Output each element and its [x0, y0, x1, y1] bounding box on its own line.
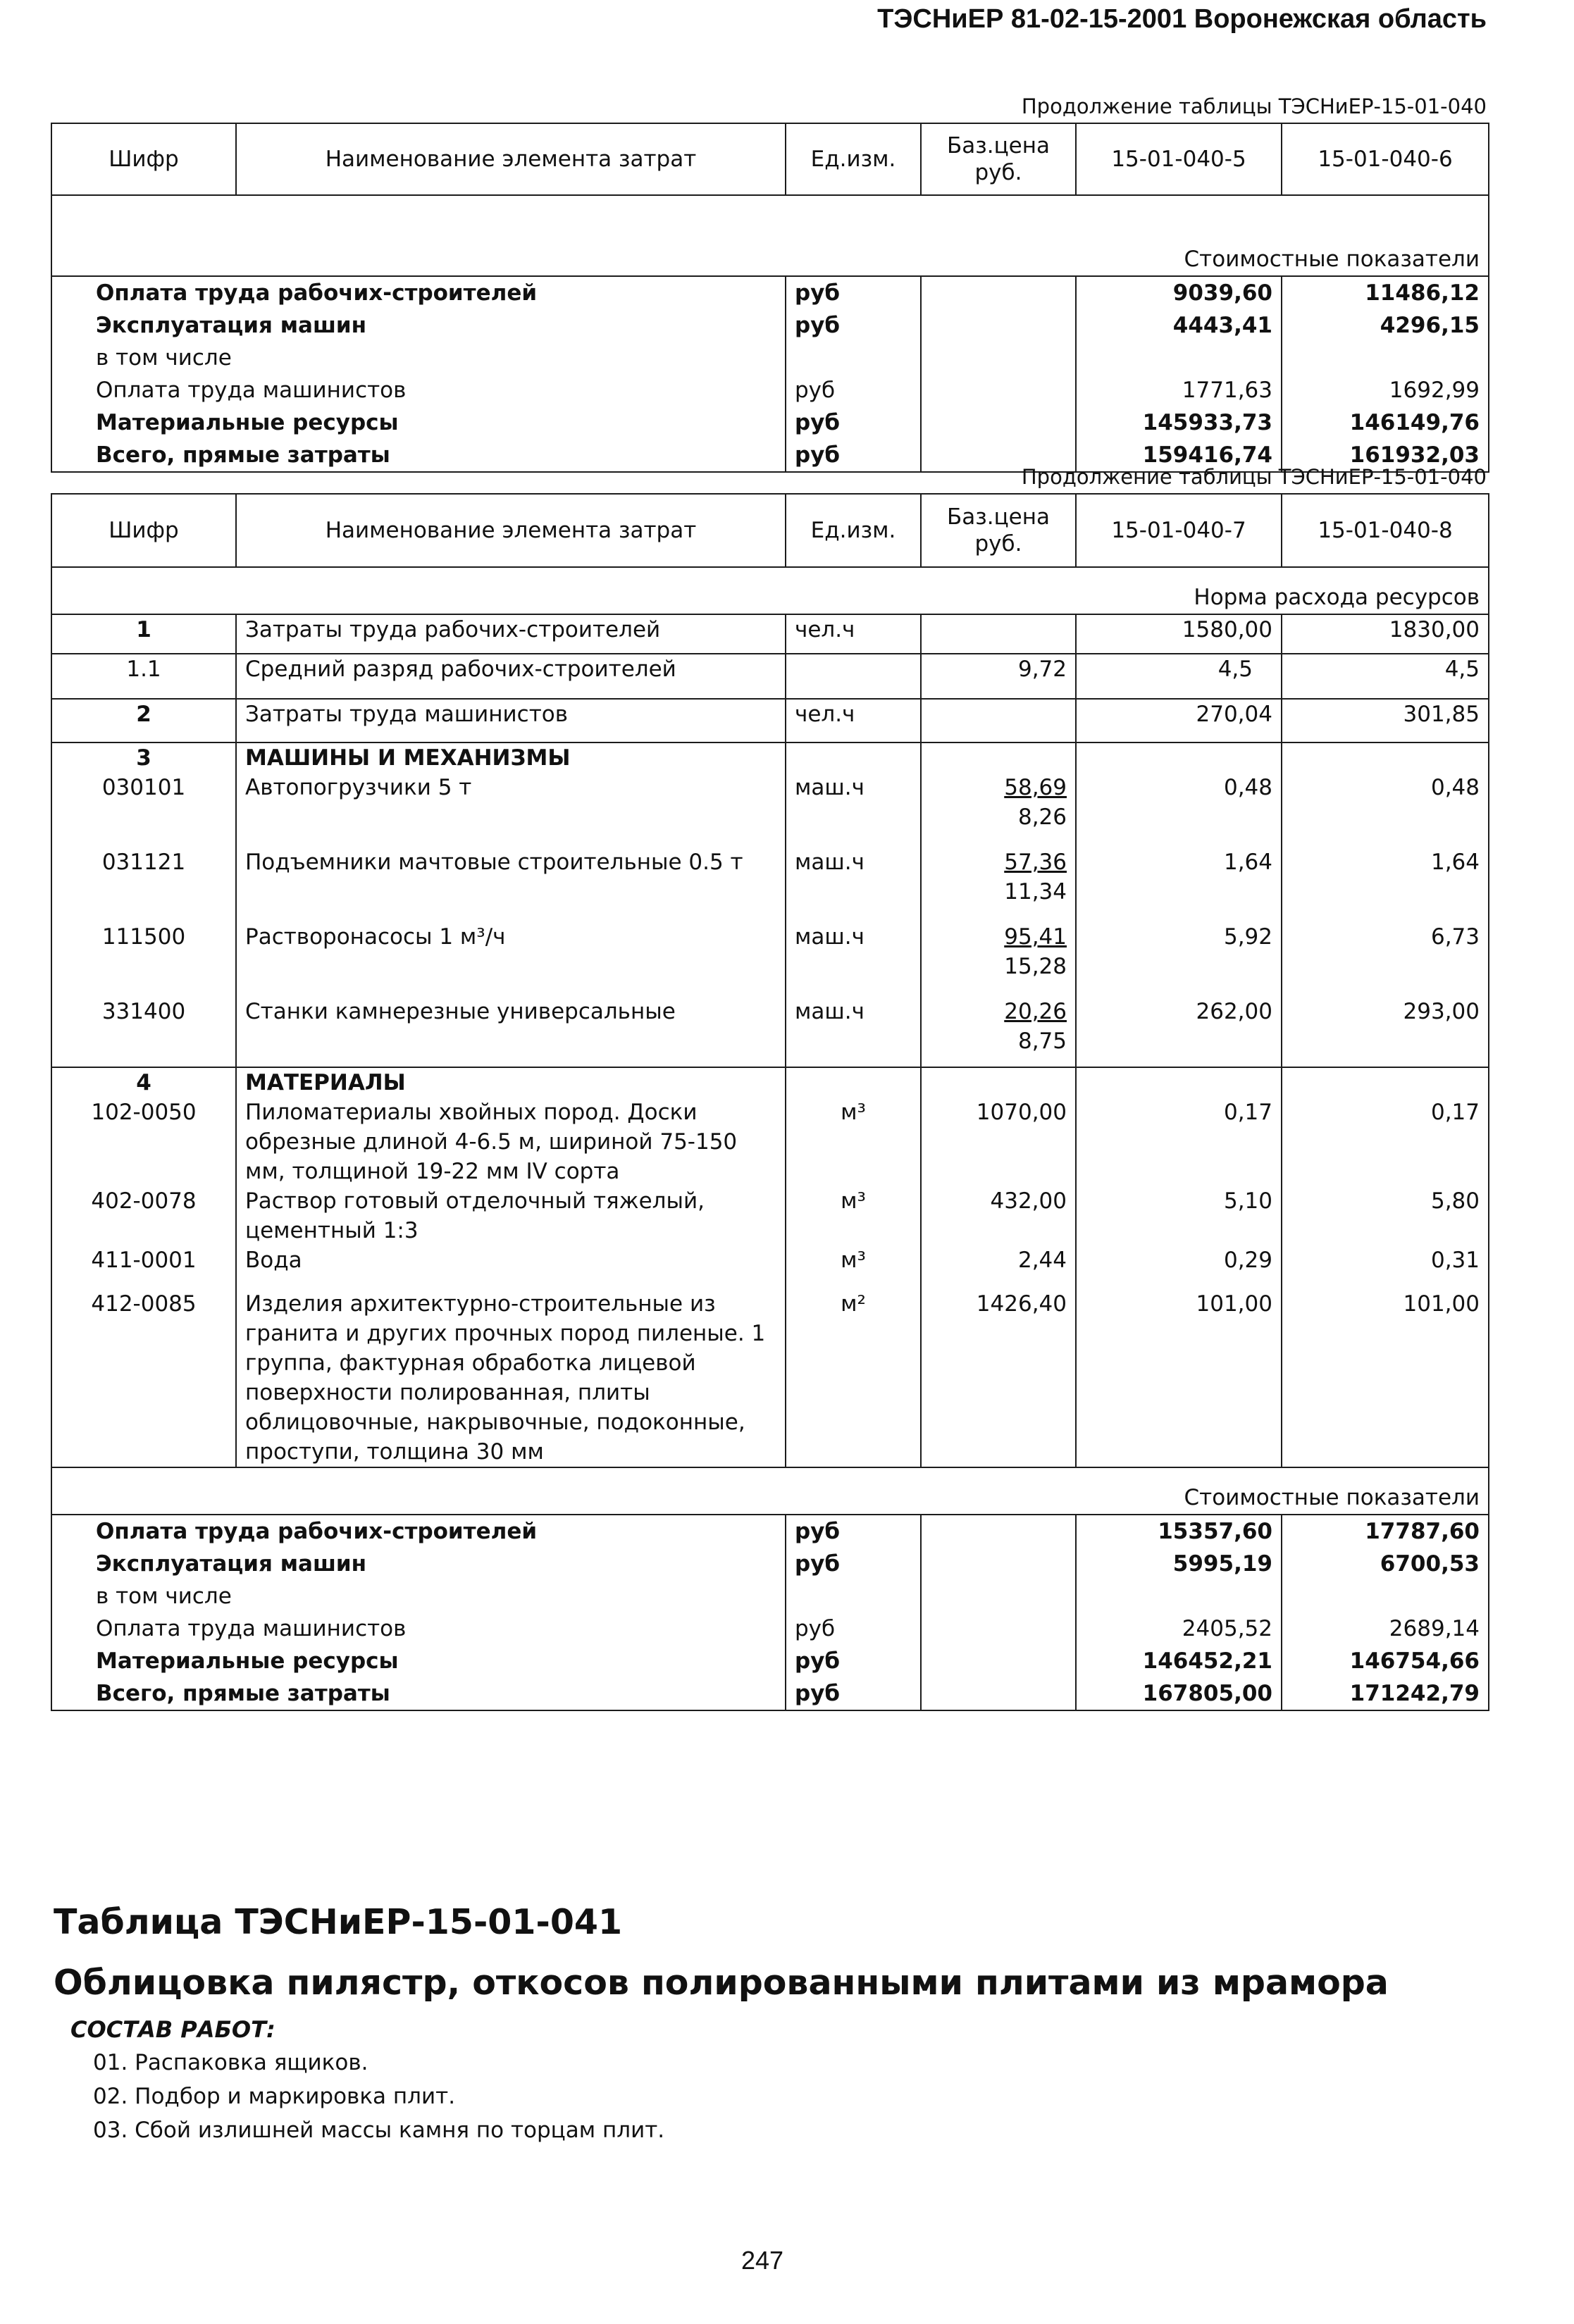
row-name: Пиломатериалы хвойных пород. Доски обрезные длиной 4-6.5 м, шириной 75-150 мм, толщиной 19-22 мм IV сорта: [236, 1098, 786, 1186]
work-item: 01. Распаковка ящиков.: [93, 2050, 368, 2075]
col-price-header: Баз.цена руб.: [921, 123, 1076, 195]
row-unit: маш.ч: [786, 922, 921, 997]
row-value-b: 0,31: [1282, 1245, 1489, 1289]
row-name: в том числе: [51, 342, 786, 374]
group-code: 3: [51, 742, 236, 773]
row-value-a: 5,10: [1076, 1186, 1282, 1245]
row-value-a: 4,5: [1076, 654, 1282, 699]
col-unit-header: Ед.изм.: [786, 494, 921, 567]
row-code: 1: [51, 614, 236, 654]
row-value-a: 101,00: [1076, 1289, 1282, 1467]
row-value-a: 270,04: [1076, 699, 1282, 742]
row-price: [921, 847, 1076, 922]
row-unit: руб: [786, 1548, 921, 1580]
row-code: 2: [51, 699, 236, 742]
row-value-b: 0,48: [1282, 773, 1489, 847]
row-value-b: 17787,60: [1282, 1515, 1489, 1548]
row-value-b: 171242,79: [1282, 1677, 1489, 1710]
col-a-header: 15-01-040-5: [1076, 123, 1282, 195]
row-price: 9,72: [921, 654, 1076, 699]
row-value-b: 1,64: [1282, 847, 1489, 922]
row-name: Подъемники мачтовые строительные 0.5 т: [236, 847, 786, 922]
section-subtitle: Облицовка пилястр, откосов полированными плитами из мрамора: [54, 1963, 1389, 2003]
row-price: [921, 922, 1076, 997]
row-price-main: 58,69: [1004, 775, 1067, 800]
col-b-header: 15-01-040-8: [1282, 494, 1489, 567]
row-unit: руб: [786, 439, 921, 472]
page-number: 247: [741, 2246, 784, 2275]
row-value-b: 11486,12: [1282, 276, 1489, 309]
row-value-b: 293,00: [1282, 997, 1489, 1067]
table-row: [51, 374, 1489, 406]
row-unit: руб: [786, 1677, 921, 1710]
row-price: 1426,40: [921, 1289, 1076, 1467]
table-row: [51, 1548, 1489, 1580]
row-unit: руб: [786, 1515, 921, 1548]
row-code: 331400: [51, 997, 236, 1067]
group-title: МАШИНЫ И МЕХАНИЗМЫ: [236, 742, 786, 773]
table-row: [51, 699, 1489, 742]
row-value-a: 262,00: [1076, 997, 1282, 1067]
row-name: Эксплуатация машин: [51, 1548, 786, 1580]
col-name-header: Наименование элемента затрат: [236, 494, 786, 567]
row-value-a: 1771,63: [1076, 374, 1282, 406]
row-code: 031121: [51, 847, 236, 922]
table-row: [51, 276, 1489, 309]
row-unit: м³: [786, 1245, 921, 1289]
row-unit: м³: [786, 1098, 921, 1186]
work-item: 03. Сбой излишней массы камня по торцам плит.: [93, 2118, 665, 2143]
row-name: Оплата труда рабочих-строителей: [51, 276, 786, 309]
row-value-a: 1,64: [1076, 847, 1282, 922]
row-price-labor: 8,26: [1017, 804, 1067, 830]
row-name: Всего, прямые затраты: [51, 439, 786, 472]
table-row: [51, 1612, 1489, 1645]
row-value-a: 9039,60: [1076, 276, 1282, 309]
table-row: [51, 1245, 1489, 1289]
table-row: [51, 614, 1489, 654]
table-row: [51, 1289, 1489, 1467]
group-header-machines: [51, 742, 1489, 773]
row-value-b: 1830,00: [1282, 614, 1489, 654]
row-name: Вода: [236, 1245, 786, 1289]
row-name: Автопогрузчики 5 т: [236, 773, 786, 847]
table2-header-row: [51, 494, 1489, 567]
row-value-b: 5,80: [1282, 1186, 1489, 1245]
group-code: 4: [51, 1067, 236, 1098]
row-code: 411-0001: [51, 1245, 236, 1289]
row-unit: руб: [786, 309, 921, 342]
table1-caption: Продолжение таблицы ТЭСНиЕР-15-01-040: [1021, 94, 1487, 118]
table-row: [51, 1645, 1489, 1677]
row-value-a: 1580,00: [1076, 614, 1282, 654]
table2-norm-label: Норма расхода ресурсов: [51, 581, 1489, 614]
row-unit: руб: [786, 406, 921, 439]
row-unit: чел.ч: [786, 614, 921, 654]
table-row: [51, 773, 1489, 847]
row-price-labor: 11,34: [1004, 879, 1067, 905]
row-price-labor: 15,28: [1004, 954, 1067, 979]
row-value-b: 2689,14: [1282, 1612, 1489, 1645]
group-title: МАТЕРИАЛЫ: [236, 1067, 786, 1098]
row-unit: м²: [786, 1289, 921, 1467]
row-value-b: 146149,76: [1282, 406, 1489, 439]
row-unit: руб: [786, 1612, 921, 1645]
row-name: Станки камнерезные универсальные: [236, 997, 786, 1067]
table2-cost-label: Стоимостные показатели: [51, 1481, 1489, 1515]
row-unit: маш.ч: [786, 997, 921, 1067]
row-value-a: 4443,41: [1076, 309, 1282, 342]
row-value-a: 15357,60: [1076, 1515, 1282, 1548]
table2-caption: Продолжение таблицы ТЭСНиЕР-15-01-040: [1021, 465, 1487, 489]
row-name: Оплата труда рабочих-строителей: [51, 1515, 786, 1548]
row-value-a: 0,48: [1076, 773, 1282, 847]
table-row: [51, 1515, 1489, 1548]
table1-section-label: Стоимостные показатели: [51, 243, 1489, 276]
col-name-header: Наименование элемента затрат: [236, 123, 786, 195]
row-value-a: 0,29: [1076, 1245, 1282, 1289]
row-price-main: 57,36: [1004, 850, 1067, 875]
row-name: Затраты труда рабочих-строителей: [236, 614, 786, 654]
row-name: Оплата труда машинистов: [51, 1612, 786, 1645]
row-value-b: 4,5: [1282, 654, 1489, 699]
row-code: 030101: [51, 773, 236, 847]
row-name: Раствор готовый отделочный тяжелый, цементный 1:3: [236, 1186, 786, 1245]
table-row: [51, 922, 1489, 997]
sostav-label: СОСТАВ РАБОТ:: [70, 2016, 275, 2043]
table2: [51, 493, 1489, 1711]
row-value-b: 6700,53: [1282, 1548, 1489, 1580]
running-header: ТЭСНиЕР 81-02-15-2001 Воронежская область: [877, 4, 1487, 34]
row-value-a: 145933,73: [1076, 406, 1282, 439]
row-value-a: 159416,74: [1076, 439, 1282, 472]
row-unit: чел.ч: [786, 699, 921, 742]
row-value-a: 0,17: [1076, 1098, 1282, 1186]
row-code: 102-0050: [51, 1098, 236, 1186]
col-price-header: Баз.цена руб.: [921, 494, 1076, 567]
row-code: 111500: [51, 922, 236, 997]
col-unit-header: Ед.изм.: [786, 123, 921, 195]
row-unit: руб: [786, 276, 921, 309]
row-value-b: 1692,99: [1282, 374, 1489, 406]
row-name: Изделия архитектурно-строительные из гранита и других прочных пород пиленые. 1 группа, фактурная обработка лицевой поверхности полированная, плиты облицовочные, накрывочные, подоконные, проступи, толщина 30 мм: [236, 1289, 786, 1467]
row-value-b: 161932,03: [1282, 439, 1489, 472]
row-name: Оплата труда машинистов: [51, 374, 786, 406]
row-value-a: 5,92: [1076, 922, 1282, 997]
row-code: 402-0078: [51, 1186, 236, 1245]
table-row: [51, 342, 1489, 374]
table-row: [51, 1580, 1489, 1612]
row-value-b: 301,85: [1282, 699, 1489, 742]
row-unit: м³: [786, 1186, 921, 1245]
table1: [51, 123, 1489, 473]
col-a-header: 15-01-040-7: [1076, 494, 1282, 567]
row-code: 1.1: [51, 654, 236, 699]
row-unit: маш.ч: [786, 773, 921, 847]
row-value-a: 2405,52: [1076, 1612, 1282, 1645]
col-b-header: 15-01-040-6: [1282, 123, 1489, 195]
row-price: 2,44: [921, 1245, 1076, 1289]
row-price: [921, 997, 1076, 1067]
table-row: [51, 654, 1489, 699]
row-value-a: 5995,19: [1076, 1548, 1282, 1580]
row-value-b: 146754,66: [1282, 1645, 1489, 1677]
row-price: 1070,00: [921, 1098, 1076, 1186]
table-row: [51, 997, 1489, 1067]
row-name: Материальные ресурсы: [51, 1645, 786, 1677]
row-value-b: 6,73: [1282, 922, 1489, 997]
table1-header-row: [51, 123, 1489, 195]
row-value-a: 146452,21: [1076, 1645, 1282, 1677]
row-unit: руб: [786, 1645, 921, 1677]
row-value-b: 0,17: [1282, 1098, 1489, 1186]
row-value-a: 167805,00: [1076, 1677, 1282, 1710]
row-value-b: 101,00: [1282, 1289, 1489, 1467]
row-unit: маш.ч: [786, 847, 921, 922]
row-name: Затраты труда машинистов: [236, 699, 786, 742]
row-price-main: 95,41: [1004, 924, 1067, 950]
col-code-header: Шифр: [51, 494, 236, 567]
row-name: Всего, прямые затраты: [51, 1677, 786, 1710]
table-row: [51, 847, 1489, 922]
table-row: [51, 1677, 1489, 1710]
row-price: 432,00: [921, 1186, 1076, 1245]
table-row: [51, 406, 1489, 439]
group-header-materials: [51, 1067, 1489, 1098]
section-title: Таблица ТЭСНиЕР-15-01-041: [54, 1902, 623, 1942]
row-name: Растворонасосы 1 м³/ч: [236, 922, 786, 997]
table-row: [51, 1186, 1489, 1245]
row-name: Материальные ресурсы: [51, 406, 786, 439]
row-price-main: 20,26: [1004, 999, 1067, 1024]
row-price-labor: 8,75: [1017, 1029, 1067, 1054]
row-unit: руб: [786, 374, 921, 406]
row-code: 412-0085: [51, 1289, 236, 1467]
col-code-header: Шифр: [51, 123, 236, 195]
table-row: [51, 309, 1489, 342]
row-value-b: 4296,15: [1282, 309, 1489, 342]
row-name: в том числе: [51, 1580, 786, 1612]
row-name: Эксплуатация машин: [51, 309, 786, 342]
work-item: 02. Подбор и маркировка плит.: [93, 2084, 456, 2109]
row-price: [921, 773, 1076, 847]
row-name: Средний разряд рабочих-строителей: [236, 654, 786, 699]
table-row: [51, 1098, 1489, 1186]
